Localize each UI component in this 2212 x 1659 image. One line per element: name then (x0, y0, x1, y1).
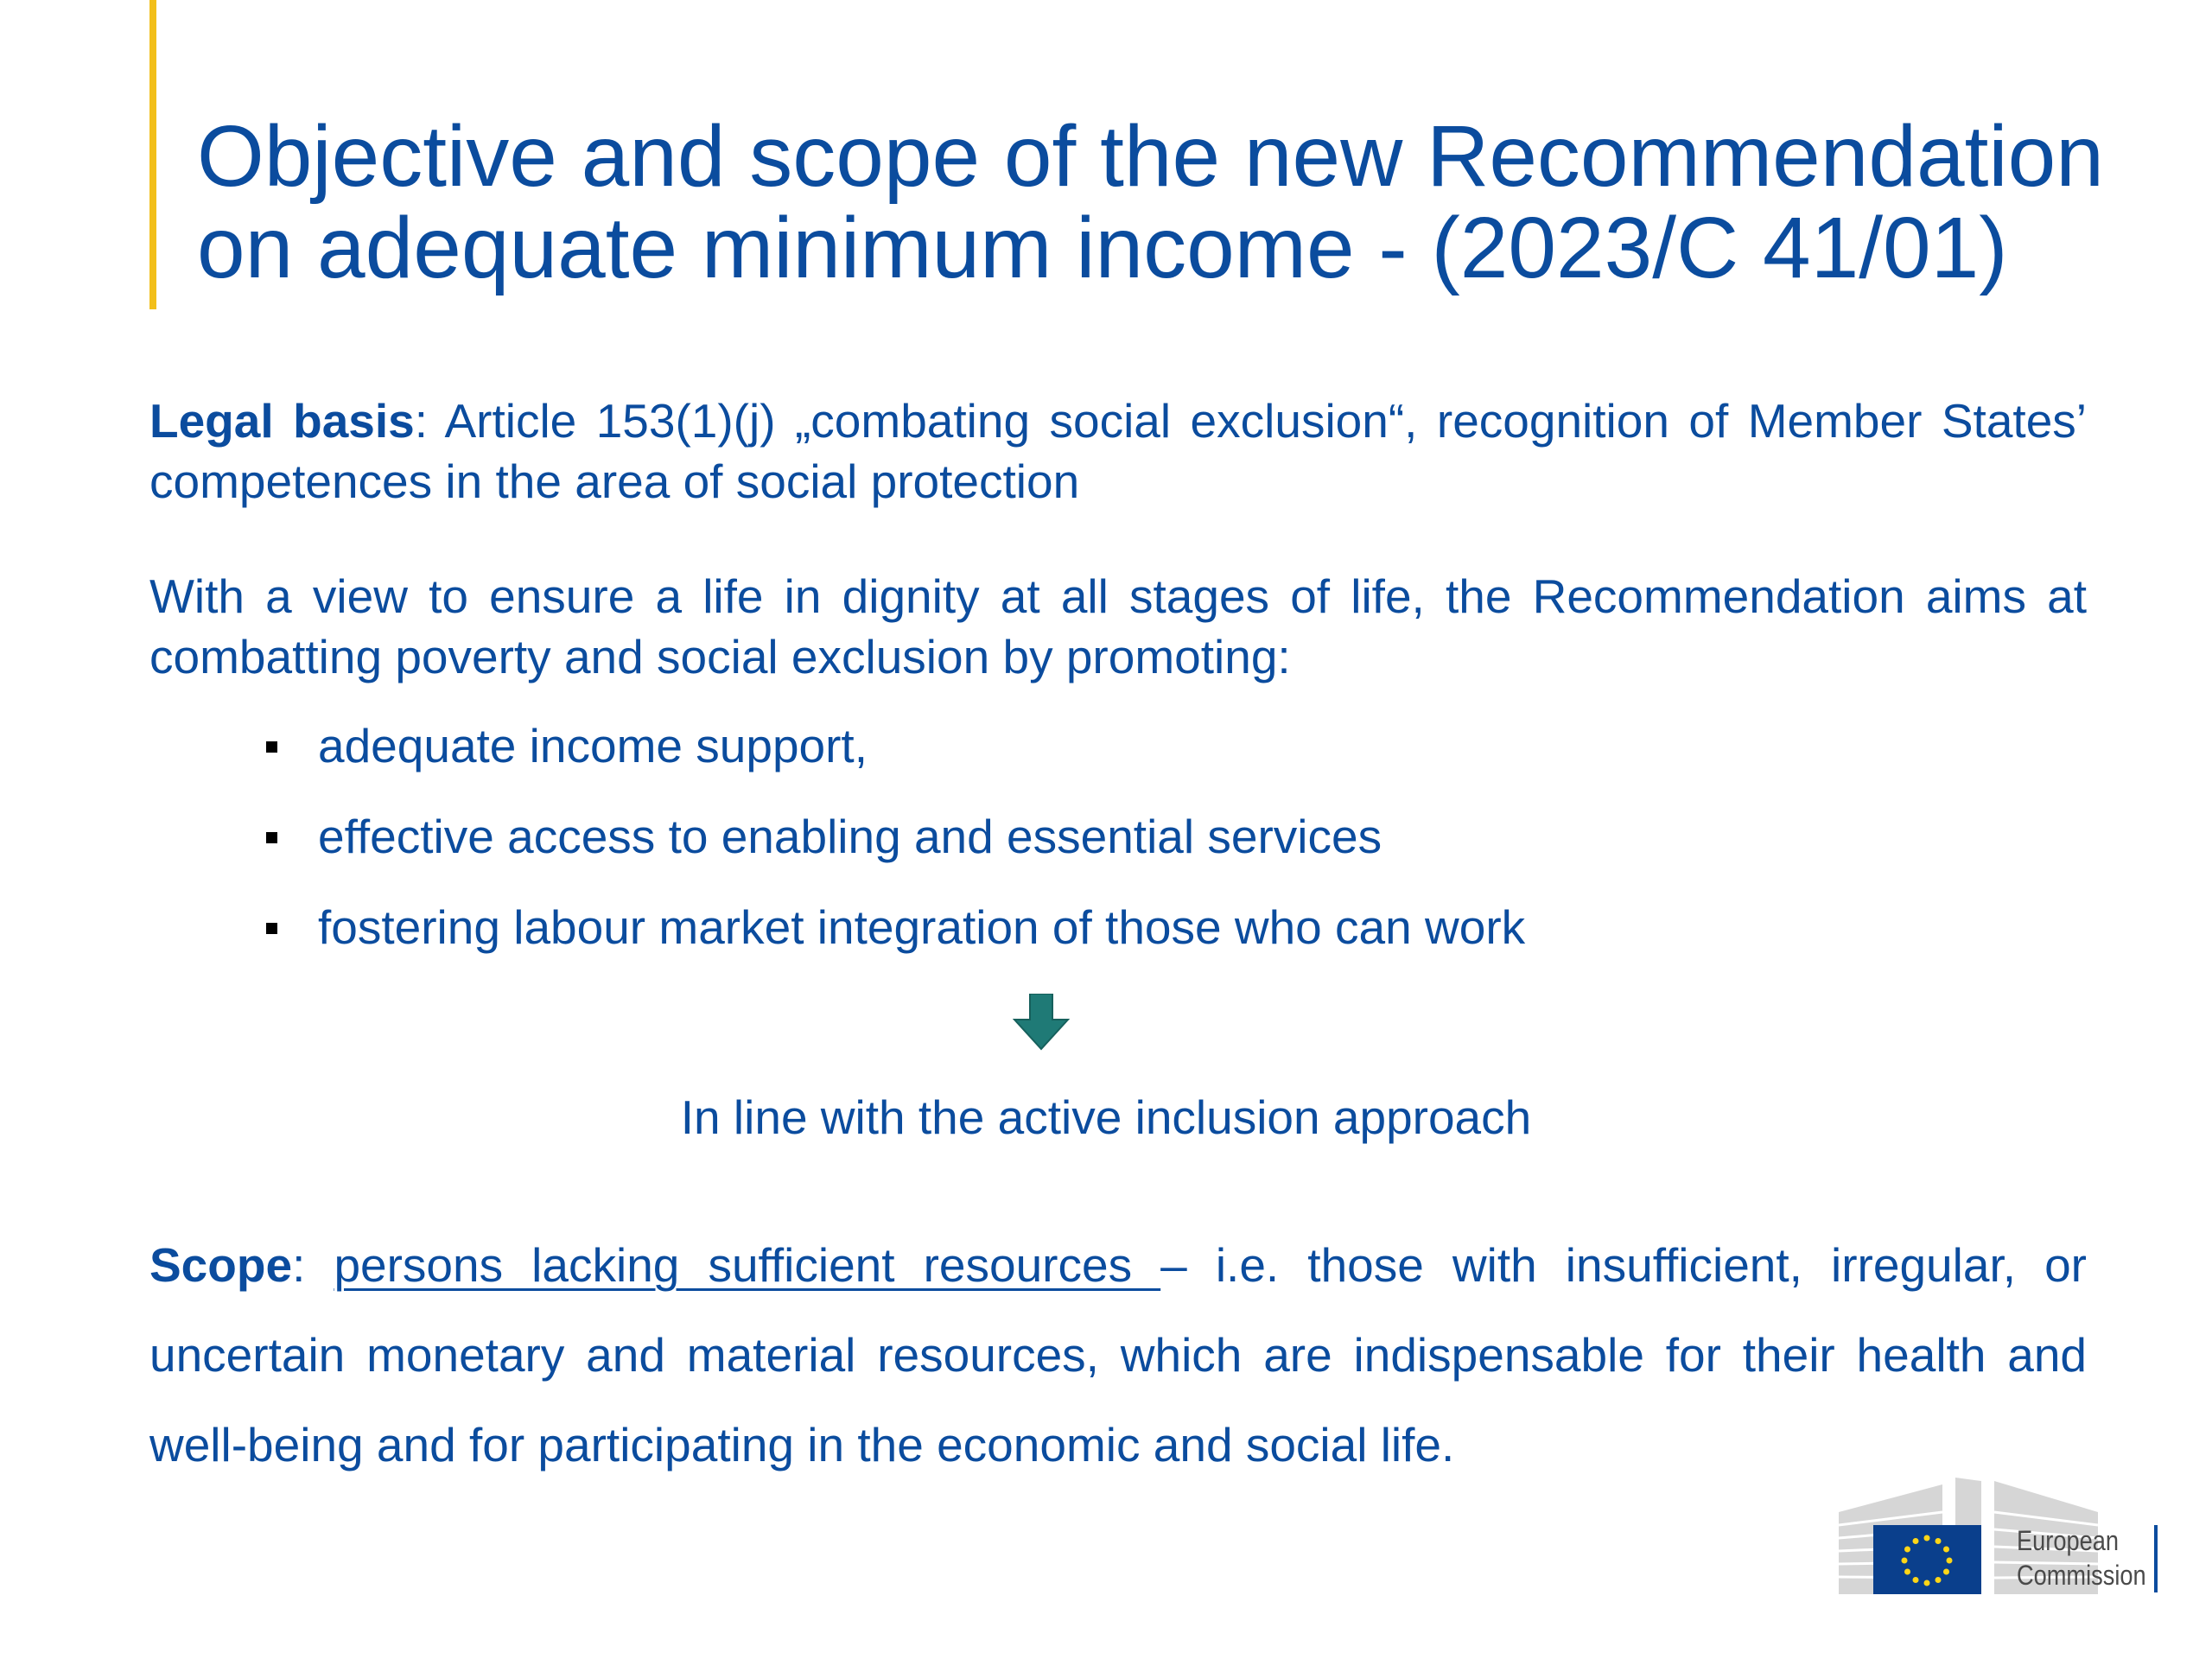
list-item (259, 806, 1525, 897)
list-item (259, 897, 1525, 988)
page-title (197, 108, 2141, 296)
logo-divider (2154, 1525, 2158, 1592)
legal-basis-label: Legal basis (149, 394, 415, 448)
down-arrow-icon (1013, 994, 1070, 1051)
scope-paragraph (149, 1220, 2087, 1490)
page-title-line-1: Objective and scope of the new Recommendation (197, 108, 2104, 205)
list-item (259, 715, 1525, 806)
square-bullet-icon (266, 741, 277, 753)
scope-text: – i.e. those with insufficient, irregular, or uncertain monetary and material resources, which are indispensable for their health and well-being and for participating in the economic and social life. (149, 1238, 2087, 1471)
intro-paragraph: With a view to ensure a life in dignity at all stages of life, the Recommendation aims at combatting poverty and social exclusion by promoting: (149, 569, 2087, 683)
title-accent-bar (149, 0, 156, 309)
square-bullet-icon (266, 832, 277, 843)
objectives-list (259, 715, 1525, 988)
logo-line-2: Commission (2017, 1560, 2146, 1591)
square-bullet-icon (266, 923, 277, 934)
legal-basis-paragraph (149, 391, 2087, 512)
scope-separator: : (292, 1238, 334, 1292)
list-item-text: fostering labour market integration of those who can work (318, 900, 1526, 954)
list-item-text: effective access to enabling and essential services (318, 810, 1382, 863)
conclusion-text: In line with the active inclusion approach (680, 1090, 1532, 1144)
list-item-text: adequate income support, (318, 719, 868, 772)
legal-basis-text: : Article 153(1)(j) „combating social exclusion“, recognition of Member States’ competences in the area of social protection (149, 394, 2088, 508)
scope-underlined-text: persons lacking sufficient resources (334, 1238, 1161, 1292)
logo-line-1: European (2017, 1525, 2119, 1556)
page-title-line-2: on adequate minimum income - (2023/C 41/01) (197, 200, 2008, 296)
scope-label: Scope (149, 1238, 293, 1292)
logo-wordmark (2017, 1523, 2146, 1592)
